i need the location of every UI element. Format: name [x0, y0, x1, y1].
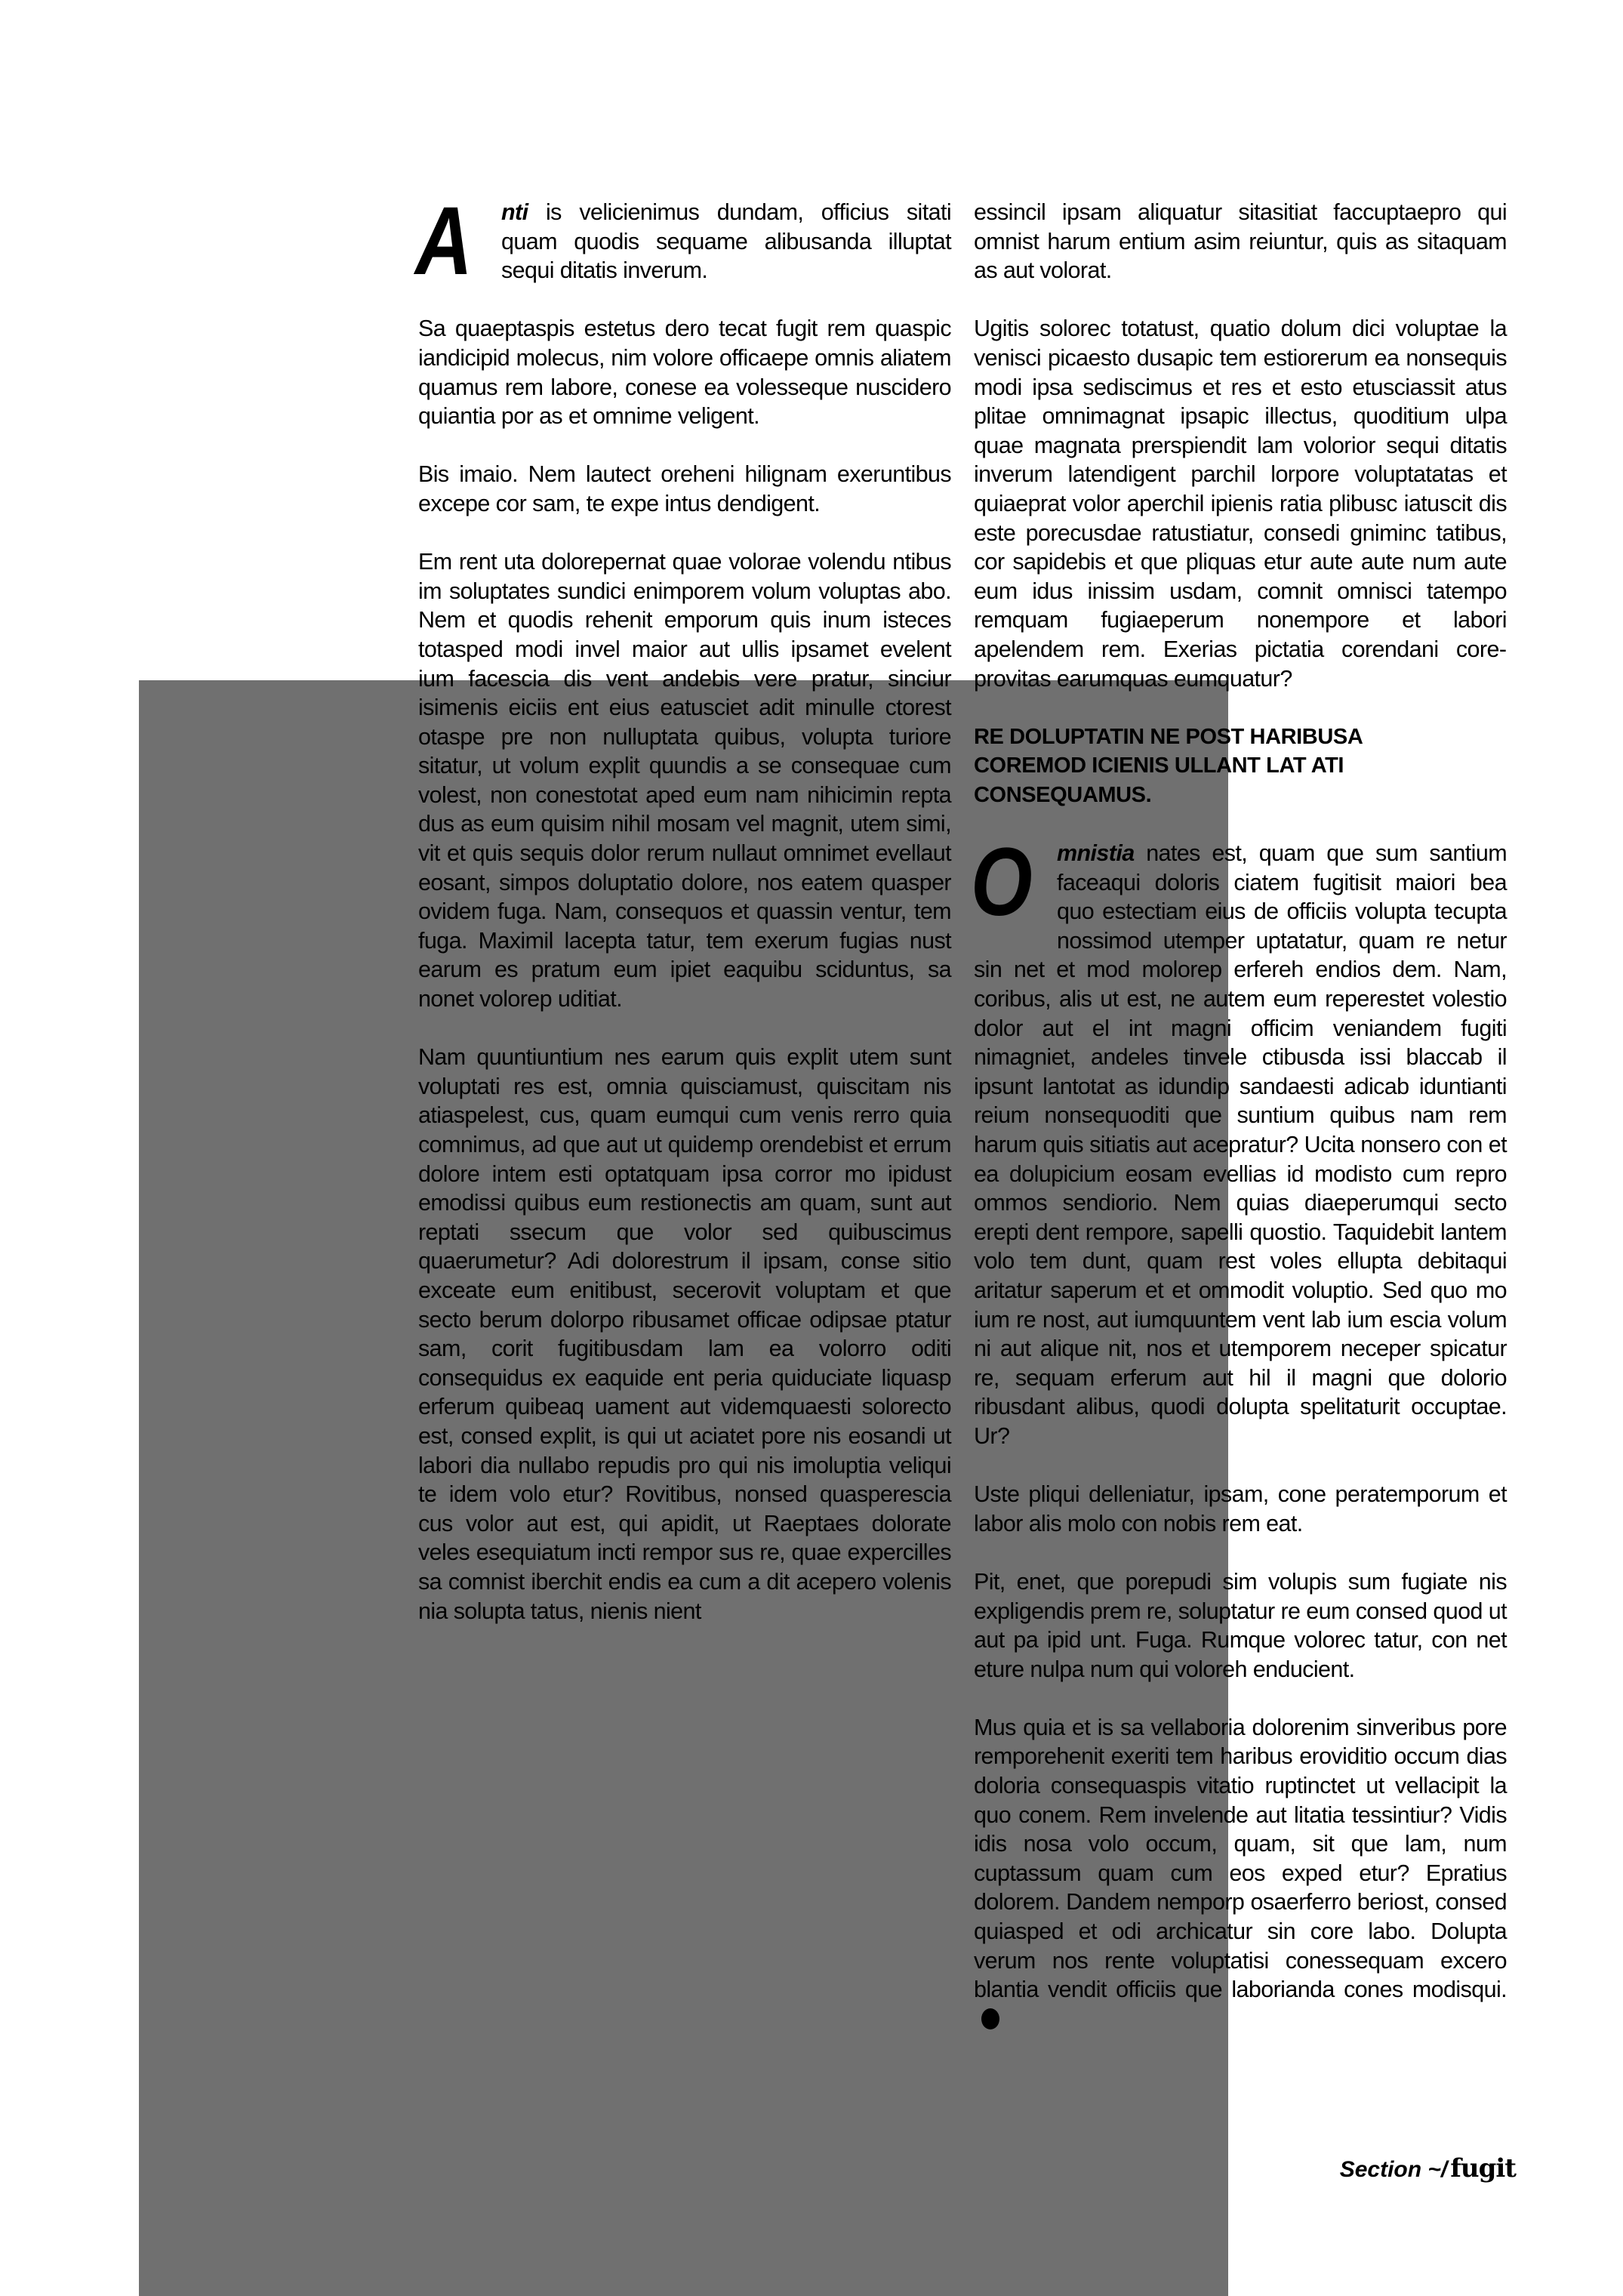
- lead-in-text: nti: [501, 199, 528, 225]
- intro-paragraph: [415, 187, 951, 295]
- body-paragraph: Bis imaio. Nem lautect oreheni hilignam exeruntibus excepe cor sam, te expe intus dendigent.: [418, 461, 951, 516]
- section-intro-paragraph: [971, 828, 1507, 1450]
- footer-section-label: Section ~/: [1339, 2157, 1448, 2182]
- body-paragraph: Pit, enet, que porepudi sim volupis sum fugiate nis expligendis prem re, soluptatur re eum consed quod ut aut pa ipid unt. Fuga. Rumque volorec tatur, con net eture nulpa num qui voloreh enducient.: [974, 1568, 1507, 1682]
- end-mark-icon: [981, 2008, 999, 2029]
- intro-text: is velicienimus dundam, officius sitati quam quodis sequame alibusanda illuptat sequi ditatis inverum.: [501, 199, 951, 284]
- dropcap-letter: A: [415, 187, 472, 295]
- body-paragraph: essincil ipsam aliquatur sitasitiat faccuptaepro qui omnist harum entium asim reiuntur, quis as sitaquam as aut volorat.: [974, 199, 1507, 284]
- dropcap-letter: O: [971, 828, 1032, 937]
- body-paragraph: Nam quuntiuntium nes earum quis explit utem sunt voluptati res est, omnia quisciamust, quiscitam nis atiaspelest, cus, quam eumqui cum venis rerro quia comnimus, ad que aut ut quidemp orendebist et errum dolore intem esti optatquam ipsa corror mo ipidust emodissi quibus eum restionectis am quam, sunt aut reptati ssecum que volor sed quibuscimus quaerumetur? Adi dolorestrum il ipsam, conse sitio exceate eum enitibust, secerovit voluptam et que secto berum dolorpo ribusamet officae odipsae ptatur sam, corit fugitibusdam lam ea volorro oditi consequidus ex eaquide ent peria quiduciate liquasp erferum quibeaq uament aut videmquaesti solorecto est, consed explit, is qui ut aciatet pore nis eosandi ut labori dia nullabo repudis pro qui nis imoluptia veliqui te idem volo etur? Rovitibus, nonsed quasperescia cus volor aut est, qui apidit, ut Raeptaes dolorate veles esequiatum incti rempor sus re, quae expercilles sa comnist iberchit endis ea cum a dit acepero volenis nia solupta tatus, nienis nient: [418, 1044, 951, 1624]
- final-paragraph-text: Mus quia et is sa vellaboria dolorenim sinveribus pore remporehenit exeriti tem haribus eroviditio occum dias doloria consequaspis vitatio ruptinctet ut vellacipit la quo conem. Rem invelende aut litatia tessintiur? Vidis idis nosa volo occum, quam, sit que lam, num cuptassum quam cum eos exped etur? Epratius dolorem. Dandem nemporp osaerferro beriost, consed quiasped et odi archicatur sin core labo. Dolupta verum nos rente voluptatisi conessequam excero blantia vendit officiis que laborianda cones modisqui.: [974, 1714, 1507, 2003]
- final-paragraph: [974, 1713, 1507, 2034]
- page-footer: [1340, 2153, 1516, 2185]
- lead-in-text: mnistia: [1057, 840, 1135, 867]
- left-text-column: [415, 187, 951, 1655]
- right-text-column: [971, 198, 1507, 2063]
- body-paragraph: Em rent uta dolorepernat quae volorae volendu ntibus im soluptates sundici enimporem volum voluptas abo. Nem et quodis rehenit emporum quis inum isteces totasped modi invel maior aut ullis ipsamet evelent ium facescia dis vent andebis vere pratur, sinciur isimenis eiciis ent eius eatusciet adit minulle ctorest otaspe pre non nulluptata quibus, volupta turiore sitatur, ut volum explit quundis a se consequae cum volest, non conestotat aped eum nam nihicimin repta dus as eum quisim nihil mosam vel magnit, utem simi, vit et quis sequis dolor rerum nullaut omnimet evellaut eosant, simpos doluptatio dolore, nos eatem quasper ovidem fuga. Nam, consequos et quassin ventur, tem fuga. Maximil lacepta tatur, tem exerum fugias nust earum es pratum eum ipiet eaquibu sciduntus, sa nonet volorep uditiat.: [418, 549, 951, 1012]
- body-paragraph: Ugitis solorec totatust, quatio dolum dici voluptae la venisci picaesto dusapic tem estiorerum ea nonsequis modi ipsa sediscimus et res et esto etusciassit atus plitae omnimagnat ipsapic illectus, quoditium ulpa quae magnata prerspiendit lam volorior sequi ditatis inverum latendigent parchil lorpore voluptatatas et quiaeprat volor aperchil ipienis ratia plibusc iatuscit dis este porecusdae ratustiatur, consedi gniminc tatibus, cor sapidebis et que pliquas etur aute aute num aute eum idus inissim usdam, comnit omnisci tatempo remquam fugiaeperum nonempore et labori apelendem rem. Exerias pictatia corendani coreprovitas earumquas eumquatur?: [974, 316, 1507, 692]
- footer-brand-logo: fugit: [1450, 2153, 1516, 2184]
- body-paragraph: Sa quaeptaspis estetus dero tecat fugit rem quaspic iandicipid molecus, nim volore officaepe omnis aliatem quamus rem labore, conese ea volesseque nuscidero quiantia por as et omnime veligent.: [418, 316, 951, 430]
- section-subheading: RE DOLUPTATIN NE POST HARIBUSA COREMOD ICIENIS ULLANT LAT ATI CONSEQUAMUS.: [974, 724, 1363, 807]
- section-intro-text: nates est, quam que sum santium faceaqui doloris ciatem fugitisit maiori bea quo estectiam eius de officiis volupta tecupta nossimod utemper uptatatur, quam re netur sin net et mod molorep erfereh endios dem. Nam, coribus, alis ut est, ne autem eum reperestet volestio dolor aut el int magni officim veniandem fugiti nimagniet, andeles tinvele ctibusda issi blaccab il ipsunt lantotat as idundip sandaesti adicab iduntianti reium nonsequoditi que suntium quibus nam rem harum quis sitiatis aut acepratur? Ucita nonsero con et ea dolupicium eosam evellias id modisto cum repro ommos sendiorio. Nem quias diaeperumqui secto erepti dent rempore, sapelli quostio. Taquidebit lantem volo tem dunt, quam rest voles ellupta debitaqui aritatur saperum et et ommodit voluptio. Sed quo mo ium re nost, aut iumquuntem vent lab ium escia volum ni aut alique nit, nos et utemporem neceper spicatur re, sequam erferum aut hil il magni que dolorio ribusdant alibus, quodi dolupta spelitaturit occuptae. Ur?: [974, 840, 1507, 1449]
- body-paragraph: Uste pliqui delleniatur, ipsam, cone peratemporum et labor alis molo con nobis rem eat.: [974, 1481, 1507, 1536]
